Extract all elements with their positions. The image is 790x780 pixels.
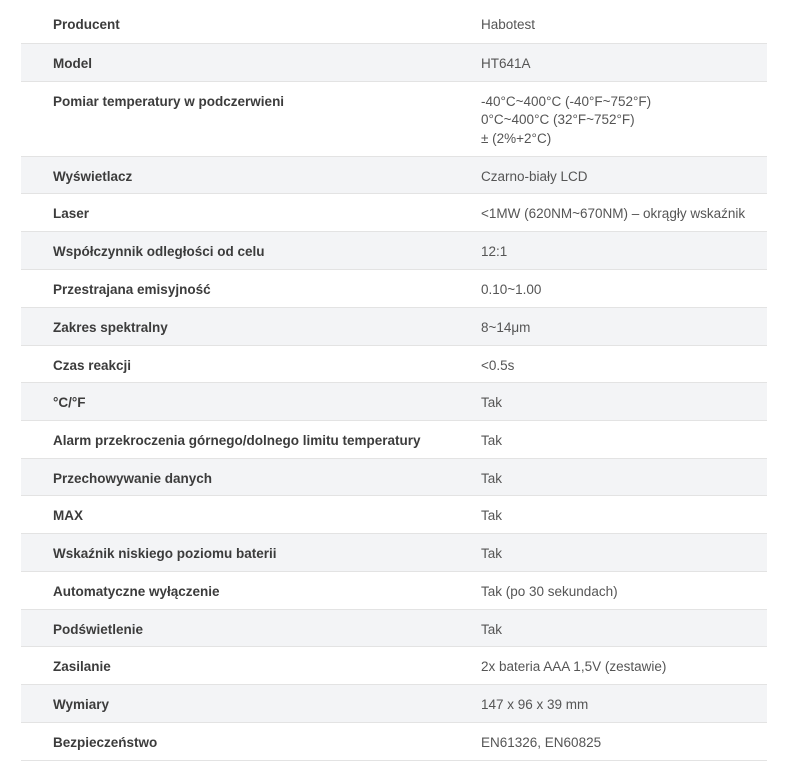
spec-row — [21, 156, 767, 193]
spec-row — [21, 307, 767, 345]
spec-value-cell — [481, 5, 767, 43]
spec-label-cell — [21, 269, 481, 307]
spec-value-cell — [481, 307, 767, 345]
spec-value — [481, 232, 767, 262]
spec-label-cell — [21, 382, 481, 420]
spec-table — [21, 5, 767, 761]
spec-value-line: Habotest — [481, 17, 536, 32]
spec-value-line: Tak — [481, 545, 503, 561]
spec-label-cell — [21, 420, 481, 458]
spec-row — [21, 533, 767, 571]
spec-label: Model — [53, 55, 92, 71]
spec-label: Alarm przekroczenia górnego/dolnego limitu temperatury — [53, 432, 421, 448]
spec-row — [21, 81, 767, 156]
spec-row — [21, 420, 767, 458]
spec-label-cell — [21, 307, 481, 345]
spec-label-cell — [21, 722, 481, 760]
spec-value-line: Tak (po 30 sekundach) — [481, 583, 618, 599]
spec-label: Wymiary — [53, 696, 110, 712]
spec-label: Współczynnik odległości od celu — [53, 243, 265, 259]
spec-value-line: EN61326, EN60825 — [481, 734, 602, 750]
spec-value-cell — [481, 193, 767, 231]
spec-label: Wyświetlacz — [53, 168, 133, 184]
spec-label-cell — [21, 193, 481, 231]
spec-label-cell — [21, 43, 481, 81]
spec-value-cell — [481, 533, 767, 571]
spec-value-line: Tak — [481, 432, 503, 448]
spec-value — [481, 496, 767, 526]
spec-value — [481, 82, 767, 149]
spec-value-cell — [481, 684, 767, 722]
spec-row — [21, 382, 767, 420]
spec-value-line: 2x bateria AAA 1,5V (zestawie) — [481, 658, 667, 674]
spec-value-cell — [481, 646, 767, 684]
spec-value — [481, 308, 767, 338]
spec-label-cell — [21, 533, 481, 571]
spec-row — [21, 43, 767, 81]
spec-label: MAX — [53, 507, 83, 523]
spec-row — [21, 193, 767, 231]
spec-value — [481, 270, 767, 300]
spec-value — [481, 44, 767, 74]
spec-value-cell — [481, 345, 767, 382]
spec-label-cell — [21, 156, 481, 193]
spec-value — [481, 572, 767, 602]
spec-value-line: HT641A — [481, 55, 531, 71]
spec-value-line: 0.10~1.00 — [481, 281, 542, 297]
spec-label: Zakres spektralny — [53, 319, 168, 335]
spec-value — [481, 383, 767, 413]
spec-label: Pomiar temperatury w podczerwieni — [53, 93, 285, 109]
spec-value — [481, 194, 767, 224]
spec-label: Przestrajana emisyjność — [53, 281, 211, 297]
spec-value-cell — [481, 231, 767, 269]
spec-label: Wskaźnik niskiego poziomu baterii — [53, 545, 277, 561]
spec-label: Przechowywanie danych — [53, 470, 213, 486]
spec-value-cell — [481, 722, 767, 760]
spec-row — [21, 684, 767, 722]
spec-row — [21, 722, 767, 760]
spec-row — [21, 345, 767, 382]
spec-value — [481, 647, 767, 677]
spec-value-cell — [481, 81, 767, 156]
spec-value-cell — [481, 571, 767, 609]
spec-value-line: Tak — [481, 470, 503, 486]
spec-value-line: 12:1 — [481, 243, 508, 259]
spec-value-line: 147 x 96 x 39 mm — [481, 696, 589, 712]
spec-value — [481, 346, 767, 376]
spec-label-cell — [21, 5, 481, 43]
spec-value-cell — [481, 156, 767, 193]
spec-label: °C/°F — [53, 394, 86, 410]
spec-label: Laser — [53, 205, 90, 221]
spec-label-cell — [21, 684, 481, 722]
spec-value — [481, 421, 767, 451]
spec-label: Producent — [53, 17, 120, 32]
spec-value — [481, 685, 767, 715]
spec-row — [21, 495, 767, 533]
spec-value-line: 0°C~400°C (32°F~752°F) — [481, 112, 635, 127]
spec-label: Automatyczne wyłączenie — [53, 583, 220, 599]
spec-value-line: Tak — [481, 394, 503, 410]
spec-value-line: Tak — [481, 621, 503, 637]
spec-row — [21, 646, 767, 684]
spec-value-line: ± (2%+2°C) — [481, 130, 552, 146]
spec-value — [481, 610, 767, 640]
spec-value-cell — [481, 609, 767, 646]
spec-label-cell — [21, 231, 481, 269]
spec-label-cell — [21, 571, 481, 609]
spec-value-cell — [481, 382, 767, 420]
spec-value — [481, 534, 767, 564]
spec-value-line: -40°C~400°C (-40°F~752°F) — [481, 93, 652, 109]
spec-value-cell — [481, 458, 767, 495]
spec-value-line: <0.5s — [481, 357, 515, 373]
spec-label-cell — [21, 646, 481, 684]
spec-row — [21, 458, 767, 495]
spec-row — [21, 231, 767, 269]
spec-value-cell — [481, 43, 767, 81]
spec-value-line: Czarno-biały LCD — [481, 168, 588, 184]
spec-value — [481, 157, 767, 187]
spec-value — [481, 459, 767, 489]
spec-label-cell — [21, 495, 481, 533]
spec-value-line: <1MW (620NM~670NM) – okrągły wskaźnik — [481, 205, 746, 221]
spec-label-cell — [21, 458, 481, 495]
spec-label: Bezpieczeństwo — [53, 734, 158, 750]
spec-value-line: 8~14μm — [481, 319, 531, 335]
spec-label-cell — [21, 345, 481, 382]
spec-row — [21, 571, 767, 609]
spec-label-cell — [21, 81, 481, 156]
spec-label: Zasilanie — [53, 658, 111, 674]
spec-row — [21, 5, 767, 43]
spec-label: Czas reakcji — [53, 357, 132, 373]
spec-value — [481, 5, 767, 35]
spec-value-cell — [481, 420, 767, 458]
spec-value-cell — [481, 269, 767, 307]
spec-row — [21, 609, 767, 646]
spec-label-cell — [21, 609, 481, 646]
spec-label: Podświetlenie — [53, 621, 144, 637]
spec-table-body — [21, 5, 767, 760]
spec-row — [21, 269, 767, 307]
spec-value-cell — [481, 495, 767, 533]
spec-value-line: Tak — [481, 507, 503, 523]
spec-value — [481, 723, 767, 753]
